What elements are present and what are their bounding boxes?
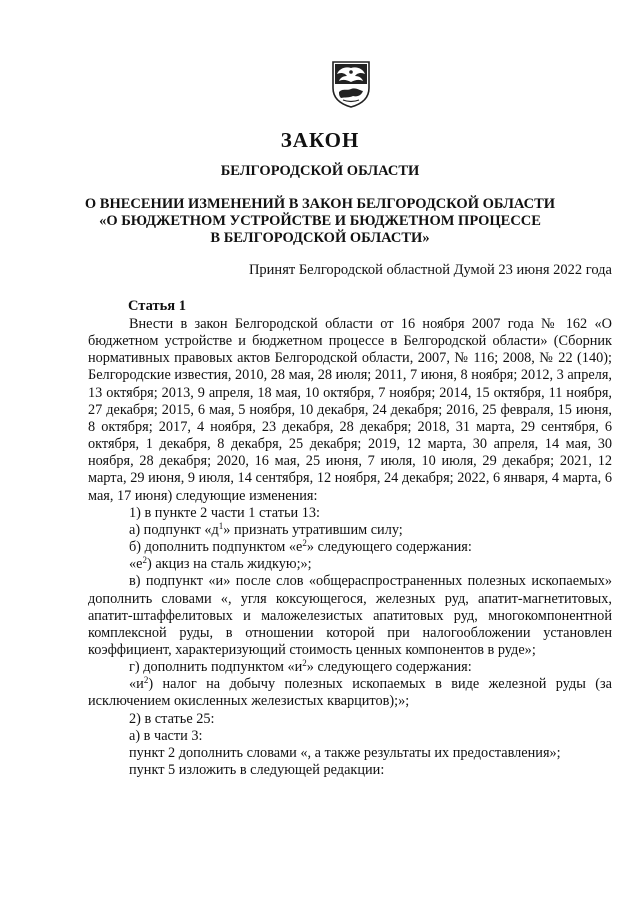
adoption-note: Принят Белгородской областной Думой 23 июня 2022 года: [248, 262, 612, 278]
paragraph-quote-i2: «$и^2$) налог на добычу полезных ископаемых в виде железной руды (за исключением окисленных железистых кварцитов);»;: [88, 675, 612, 710]
paragraph-point-5: пункт 5 изложить в следующей редакции:: [129, 762, 385, 779]
paragraph-sub-a: а) подпункт «$д^1$» признать утратившим силу;: [129, 520, 403, 538]
subject-line: В БЕЛГОРОДСКОЙ ОБЛАСТИ»: [210, 230, 430, 246]
law-region: БЕЛГОРОДСКОЙ ОБЛАСТИ: [220, 163, 420, 179]
paragraph-item-1: 1) в пункте 2 части 1 статьи 13:: [129, 504, 320, 521]
article-body: [88, 316, 612, 779]
law-title: ЗАКОН: [280, 128, 360, 152]
paragraph-point-2: пункт 2 дополнить словами «, а также результаты их предоставления»;: [129, 744, 561, 761]
subject-line: «О БЮДЖЕТНОМ УСТРОЙСТВЕ И БЮДЖЕТНОМ ПРОЦЕССЕ: [99, 213, 541, 229]
article-heading: Статья 1: [128, 298, 186, 314]
law-subject: [0, 196, 640, 247]
paragraph-intro: Внести в закон Белгородской области от 16 ноября 2007 года № 162 «О бюджетном устройстве и бюджетном процессе в Белгородской области» (Сборник нормативных правовых актов Белгородской области, 2007, № 116; 2008, № 22 (140); Белгородские известия, 2010, 28 мая, 28 июля; 2011, 7 июня, 8 ноября; 2012, 3 апреля, 13 октября; 2013, 9 апреля, 18 мая, 10 октября, 7 ноября; 2014, 15 октября, 11 ноября, 27 декабря; 2015, 6 мая, 5 ноября, 10 декабря, 24 декабря; 2016, 25 февраля, 15 июня, 8 октября; 2017, 4 ноября, 23 декабря, 28 декабря; 2018, 31 марта, 29 сентября, 6 октября, 1 декабря, 8 декабря, 25 декабря; 2019, 12 марта, 30 апреля, 14 мая, 30 ноября, 28 декабря; 2020, 16 мая, 25 июня, 7 июля, 10 июля, 29 декабря; 2021, 12 марта, 29 июня, 9 июля, 14 сентября, 12 ноября, 24 декабря; 2022, 6 января, 4 марта, 6 мая, 17 июня) следующие изменения:: [88, 316, 612, 504]
subject-line: О ВНЕСЕНИИ ИЗМЕНЕНИЙ В ЗАКОН БЕЛГОРОДСКОЙ ОБЛАСТИ: [84, 196, 556, 212]
paragraph-quote-e2: «$е^2$) акциз на сталь жидкую;»;: [129, 555, 312, 573]
paragraph-sub-v: в) подпункт «и» после слов «общераспространенных полезных ископаемых» дополнить словами «, угля коксующегося, железных руд, апатит-магнетитовых, апатит-штаффелитовых и маложелезистых апатитовых руд, многокомпонентной комплексной руды, в отношении которой при налогообложении установлен коэффициент, характеризующий стоимость ценных компонентов в руде»;: [88, 573, 612, 658]
paragraph-sub-g: г) дополнить подпунктом «$и^2$» следующего содержания:: [129, 658, 472, 676]
paragraph-sub-b: б) дополнить подпунктом «$е^2$» следующего содержания:: [129, 538, 472, 556]
belgorod-coat-of-arms-icon: [331, 60, 371, 108]
paragraph-part-3: а) в части 3:: [129, 727, 203, 744]
paragraph-item-2: 2) в статье 25:: [129, 710, 215, 727]
